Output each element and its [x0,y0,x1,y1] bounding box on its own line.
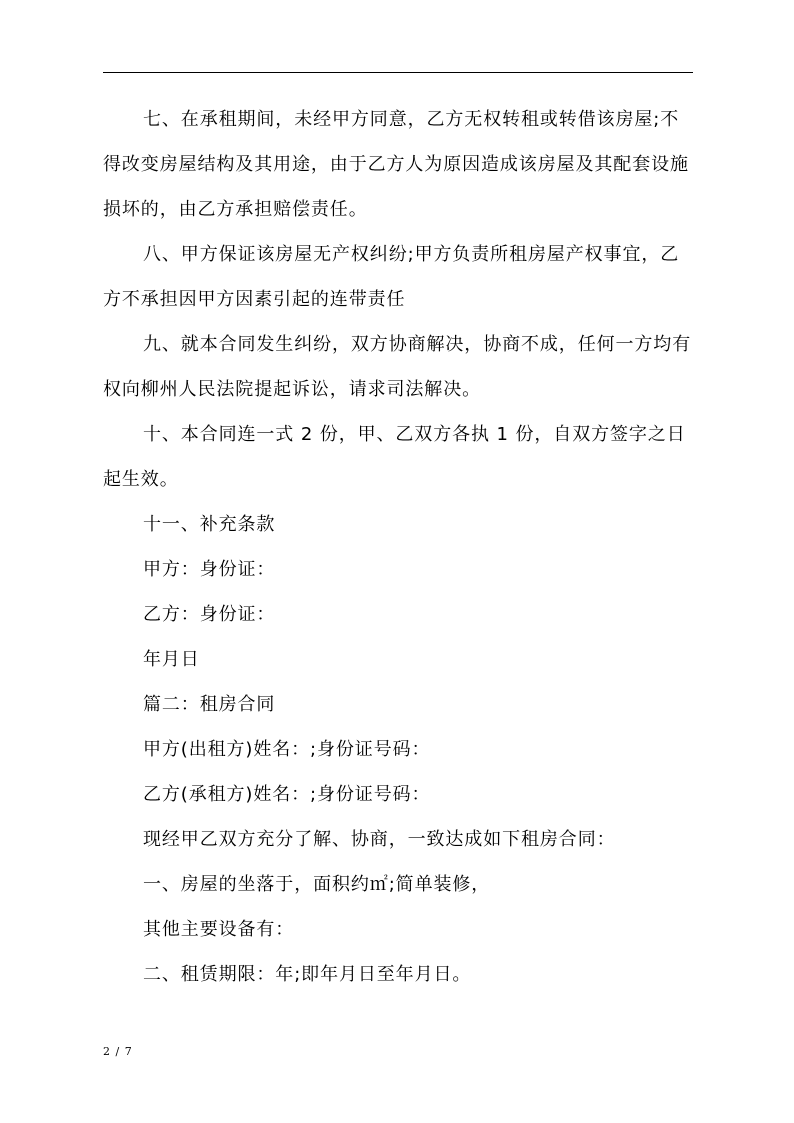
document-body [103,97,693,997]
agreement-intro: 现经甲乙双方充分了解、协商，一致达成如下租房合同： [143,829,616,850]
header-rule [103,72,693,73]
clause-7: 七、在承租期间，未经甲方同意，乙方无权转租或转借该房屋;不得改变房屋结构及其用途，由于乙方人为原因造成该房屋及其配套设施损坏的，由乙方承担赔偿责任。 [103,109,689,220]
clause-2-term: 二、租赁期限：年;即年月日至年月日。 [143,964,472,985]
equipment-line: 其他主要设备有： [143,919,295,940]
page-number: 2 / 7 [103,1045,133,1058]
tenant-info-line: 乙方(承租方)姓名：;身份证号码： [143,784,431,805]
date-line: 年月日 [143,649,200,670]
party-a-signature-line: 甲方：身份证： [143,559,276,580]
party-b-signature-line: 乙方：身份证： [143,604,276,625]
clause-8: 八、甲方保证该房屋无产权纠纷;甲方负责所租房屋产权事宜，乙方不承担因甲方因素引起的连带责任 [103,244,680,310]
clause-9: 九、就本合同发生纠纷，双方协商解决，协商不成，任何一方均有权向柳州人民法院提起诉讼，请求司法解决。 [103,334,692,400]
section-title: 篇二：租房合同 [143,694,276,715]
clause-11-heading: 十一、补充条款 [143,514,276,535]
clause-1-location: 一、房屋的坐落于，面积约㎡;简单装修， [143,874,491,895]
clause-10: 十、本合同连一式 2 份，甲、乙双方各执 1 份，自双方签字之日起生效。 [103,424,686,490]
landlord-info-line: 甲方(出租方)姓名：;身份证号码： [143,739,431,760]
